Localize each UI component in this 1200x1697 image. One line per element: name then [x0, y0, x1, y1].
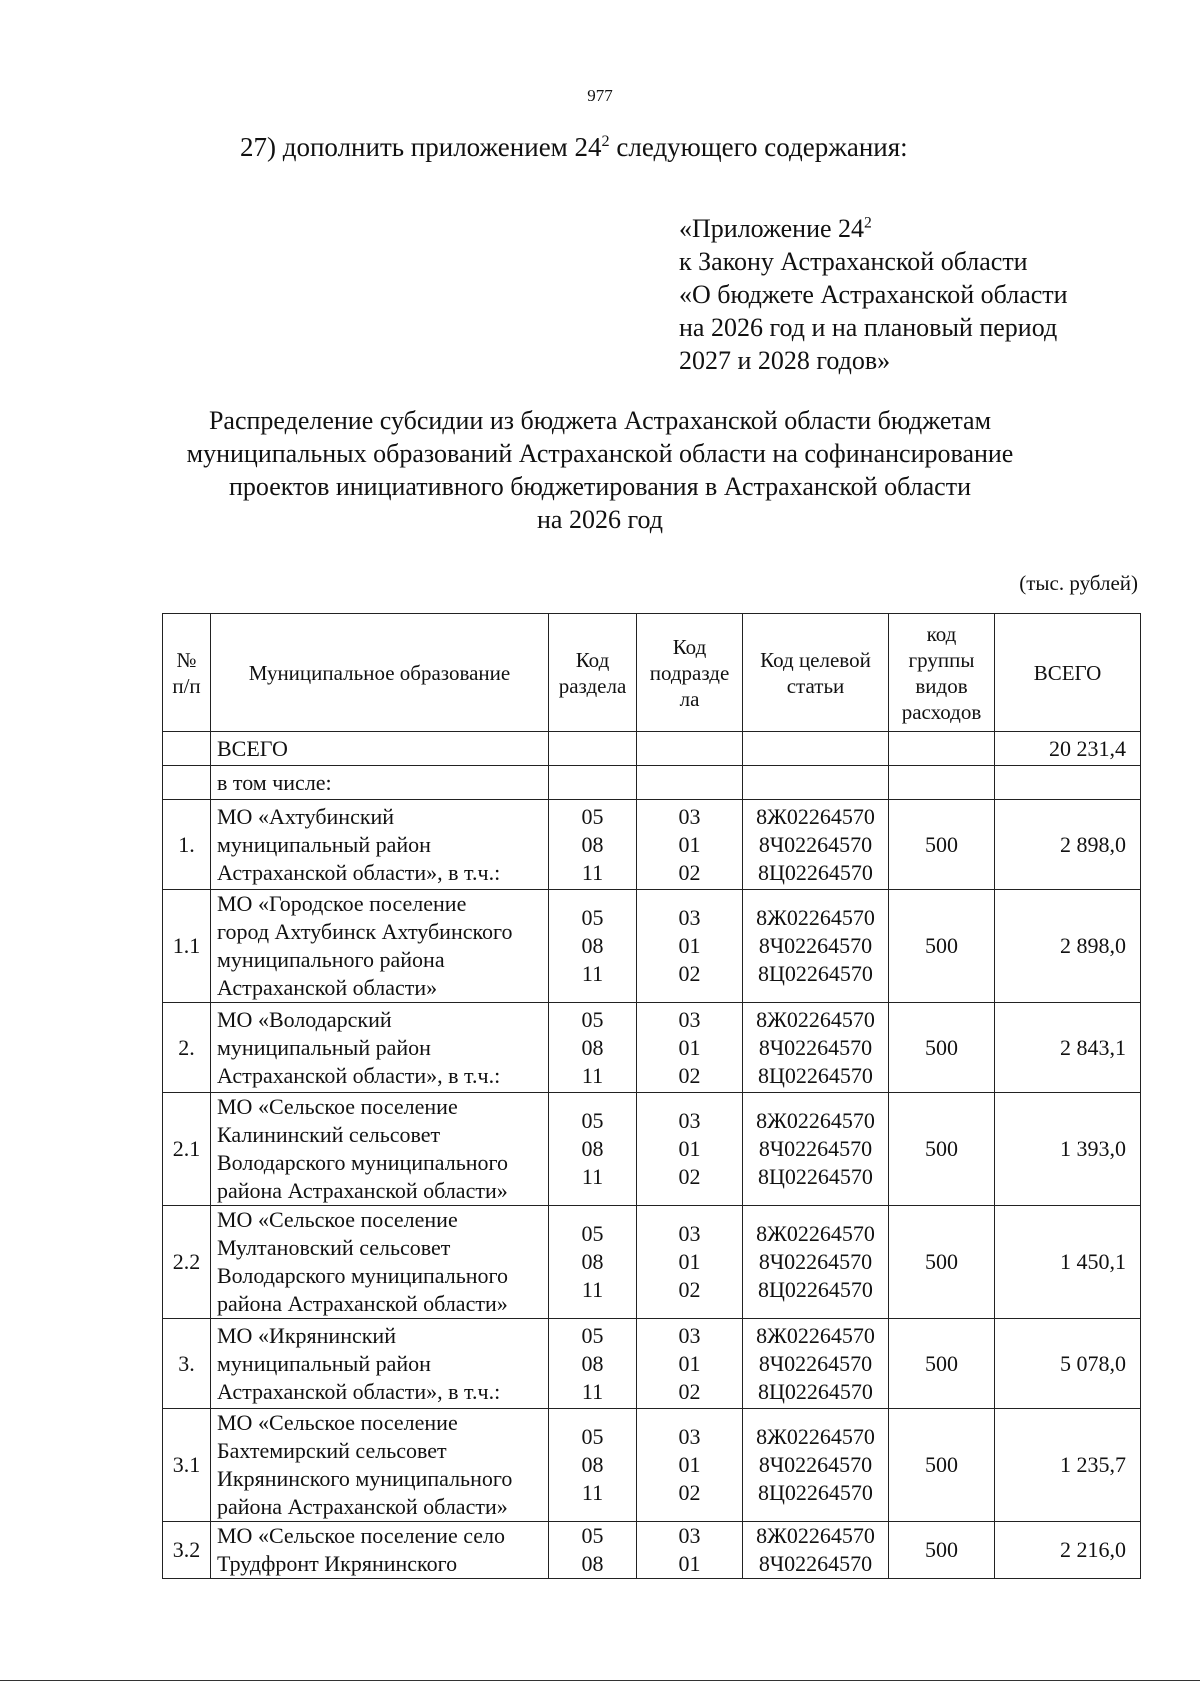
total-section-cell: [549, 732, 637, 766]
appendix-header: [679, 212, 1068, 377]
section-code: 05: [581, 1424, 604, 1449]
subsection-code: 01: [678, 1551, 701, 1576]
target-code: 8Ж02264570: [756, 1221, 875, 1246]
table-header-row: [163, 614, 1141, 732]
municipality-name-line: МО «Сельское поселение: [217, 1094, 458, 1119]
header-municipality: Муниципальное образование: [211, 614, 549, 732]
section-code: 08: [581, 1350, 604, 1376]
header-section-line: раздела: [558, 673, 627, 698]
header-total: ВСЕГО: [995, 614, 1141, 732]
section-code: 11: [581, 961, 604, 986]
total-label: ВСЕГО: [211, 732, 549, 766]
expense-group: 500: [889, 1206, 995, 1319]
municipality-name-line: Мултановский сельсовет: [217, 1235, 451, 1260]
target-codes: [743, 1206, 889, 1319]
header-expense-line: видов: [915, 673, 968, 698]
row-total: 2 216,0: [995, 1522, 1141, 1579]
target-code: 8Ц02264570: [758, 961, 873, 986]
row-total: 2 898,0: [995, 800, 1141, 890]
target-codes: [743, 1522, 889, 1579]
header-subsection-line: ла: [679, 686, 700, 711]
header-target-line: Код целевой: [760, 647, 871, 672]
subsection-code: 03: [678, 1221, 701, 1246]
instruction-tail: следующего содержания:: [609, 132, 908, 162]
instruction-superscript: 2: [601, 132, 610, 150]
section-codes: [549, 1003, 637, 1093]
including-target-cell: [743, 766, 889, 800]
municipality-name: [211, 1003, 549, 1093]
target-code: 8Ч02264570: [758, 1551, 873, 1576]
section-code: 11: [581, 1378, 604, 1404]
subsection-code: 01: [678, 1249, 701, 1274]
municipality-name: [211, 1522, 549, 1579]
expense-group: 500: [889, 1093, 995, 1206]
header-num: [163, 614, 211, 732]
subsection-code: 01: [678, 831, 701, 857]
municipality-name-line: МО «Сельское поселение село: [217, 1523, 505, 1548]
section-code: 08: [581, 831, 604, 857]
subsection-code: 02: [678, 961, 701, 986]
municipality-name-line: Володарского муниципального: [217, 1150, 509, 1175]
municipality-name: [211, 1093, 549, 1206]
municipality-name-line: город Ахтубинск Ахтубинского: [217, 919, 513, 944]
section-code: 11: [581, 1277, 604, 1302]
municipality-name-line: МО «Володарский: [217, 1006, 392, 1032]
target-code: 8Ч02264570: [758, 1249, 873, 1274]
target-codes: [743, 800, 889, 890]
appendix-superscript: 2: [864, 214, 872, 232]
table-row: [163, 1003, 1141, 1093]
instruction-text: 27) дополнить приложением 24: [240, 132, 602, 162]
target-code: 8Ц02264570: [758, 1378, 873, 1404]
subsection-codes: [637, 1319, 743, 1409]
row-total: 1 393,0: [995, 1093, 1141, 1206]
subsection-codes: [637, 1206, 743, 1319]
section-codes: [549, 1093, 637, 1206]
municipality-name: [211, 890, 549, 1003]
municipality-name-line: Володарского муниципального: [217, 1263, 509, 1288]
title-line-3: проектов инициативного бюджетирования в Астраханской области: [229, 472, 971, 501]
section-code: 08: [581, 1034, 604, 1060]
row-total: 1 235,7: [995, 1409, 1141, 1522]
including-subsection-cell: [637, 766, 743, 800]
target-codes: [743, 890, 889, 1003]
row-number: 3.1: [163, 1409, 211, 1522]
section-codes: [549, 890, 637, 1003]
target-codes: [743, 1319, 889, 1409]
document-title: [150, 404, 1050, 536]
table-row: [163, 800, 1141, 890]
subsection-code: 02: [678, 1164, 701, 1189]
appendix-line-5: 2027 и 2028 годов»: [679, 346, 891, 375]
subsection-codes: [637, 1093, 743, 1206]
section-code: 05: [581, 1108, 604, 1133]
section-codes: [549, 1409, 637, 1522]
section-code: 08: [581, 1551, 604, 1576]
total-target-cell: [743, 732, 889, 766]
section-code: 05: [581, 1006, 604, 1032]
municipality-name: [211, 1206, 549, 1319]
table-row: [163, 890, 1141, 1003]
target-code: 8Ж02264570: [756, 1006, 875, 1032]
section-codes: [549, 800, 637, 890]
municipality-name-line: района Астраханской области»: [217, 1178, 508, 1203]
subsection-code: 03: [678, 905, 701, 930]
units-label: (тыс. рублей): [1019, 571, 1138, 595]
subsection-code: 02: [678, 1480, 701, 1505]
subsection-code: 01: [678, 1034, 701, 1060]
municipality-name-line: МО «Сельское поселение: [217, 1207, 458, 1232]
municipality-name-line: Калининский сельсовет: [217, 1122, 441, 1147]
row-number: 1.: [163, 800, 211, 890]
section-code: 11: [581, 859, 604, 885]
subsection-code: 03: [678, 1108, 701, 1133]
municipality-name-line: района Астраханской области»: [217, 1494, 508, 1519]
target-code: 8Ц02264570: [758, 1164, 873, 1189]
subsection-code: 03: [678, 1523, 701, 1548]
municipality-name-line: МО «Ахтубинский: [217, 803, 395, 829]
municipality-name: [211, 1319, 549, 1409]
header-expense-line: расходов: [901, 699, 982, 724]
page-bottom-rule: [0, 1680, 1200, 1681]
page-number: 977: [587, 86, 613, 105]
municipality-name-line: Астраханской области», в т.ч.:: [217, 859, 501, 885]
target-code: 8Ч02264570: [758, 1136, 873, 1161]
title-line-4: на 2026 год: [537, 505, 663, 534]
municipality-name-line: муниципальный район: [217, 1034, 431, 1060]
row-total: 2 898,0: [995, 890, 1141, 1003]
section-code: 08: [581, 933, 604, 958]
target-code: 8Ц02264570: [758, 1480, 873, 1505]
expense-group: 500: [889, 1003, 995, 1093]
subsection-code: 02: [678, 859, 701, 885]
header-expense: [889, 614, 995, 732]
row-total: 5 078,0: [995, 1319, 1141, 1409]
municipality-name: [211, 800, 549, 890]
header-subsection: [637, 614, 743, 732]
appendix-title: «Приложение 24: [679, 214, 865, 243]
appendix-line-1: [679, 212, 1068, 245]
municipality-name-line: района Астраханской области»: [217, 1291, 508, 1316]
header-section-line: Код: [575, 647, 610, 672]
table-row: [163, 1319, 1141, 1409]
subsection-code: 01: [678, 933, 701, 958]
subsection-code: 02: [678, 1277, 701, 1302]
municipality-name-line: Астраханской области»: [217, 975, 438, 1000]
subsection-codes: [637, 890, 743, 1003]
appendix-line-4: на 2026 год и на плановый период: [679, 313, 1058, 342]
including-row: [163, 766, 1141, 800]
title-line-2: муниципальных образований Астраханской области на софинансирование: [186, 439, 1014, 468]
municipality-name-line: муниципальный район: [217, 831, 431, 857]
row-number: 2.: [163, 1003, 211, 1093]
target-code: 8Ц02264570: [758, 1062, 873, 1088]
expense-group: 500: [889, 1522, 995, 1579]
subsection-code: 03: [678, 1322, 701, 1348]
including-num-cell: [163, 766, 211, 800]
table-row: [163, 1206, 1141, 1319]
subsidy-table: [162, 613, 1141, 1579]
subsection-codes: [637, 1522, 743, 1579]
expense-group: 500: [889, 800, 995, 890]
header-target-line: статьи: [786, 673, 845, 698]
row-total: 1 450,1: [995, 1206, 1141, 1319]
total-value: 20 231,4: [995, 732, 1141, 766]
table-row: [163, 1409, 1141, 1522]
including-total-cell: [995, 766, 1141, 800]
section-code: 08: [581, 1249, 604, 1274]
section-code: 08: [581, 1452, 604, 1477]
target-code: 8Ж02264570: [756, 1108, 875, 1133]
subsection-code: 02: [678, 1062, 701, 1088]
municipality-name-line: Астраханской области», в т.ч.:: [217, 1378, 501, 1404]
including-label: в том числе:: [211, 766, 549, 800]
target-code: 8Ч02264570: [758, 1452, 873, 1477]
row-number: 2.2: [163, 1206, 211, 1319]
target-code: 8Ч02264570: [758, 1350, 873, 1376]
section-code: 05: [581, 1523, 604, 1548]
row-total: 2 843,1: [995, 1003, 1141, 1093]
subsection-codes: [637, 1409, 743, 1522]
municipality-name-line: Бахтемирский сельсовет: [217, 1438, 447, 1463]
subsection-code: 01: [678, 1350, 701, 1376]
subsection-codes: [637, 800, 743, 890]
target-code: 8Ж02264570: [756, 1424, 875, 1449]
target-codes: [743, 1003, 889, 1093]
section-code: 08: [581, 1136, 604, 1161]
target-code: 8Ж02264570: [756, 1322, 875, 1348]
row-number: 3.2: [163, 1522, 211, 1579]
section-code: 05: [581, 1221, 604, 1246]
including-expense-cell: [889, 766, 995, 800]
target-code: 8Ц02264570: [758, 859, 873, 885]
subsection-code: 01: [678, 1452, 701, 1477]
target-code: 8Ж02264570: [756, 905, 875, 930]
subsection-code: 03: [678, 1006, 701, 1032]
target-code: 8Ч02264570: [758, 831, 873, 857]
amendment-instruction: [240, 132, 908, 163]
municipality-name-line: Трудфронт Икрянинского: [217, 1551, 458, 1576]
total-subsection-cell: [637, 732, 743, 766]
section-code: 05: [581, 905, 604, 930]
municipality-name-line: муниципального района: [217, 947, 445, 972]
header-num-line: №: [176, 647, 197, 672]
municipality-name-line: МО «Городское поселение: [217, 891, 467, 916]
row-number: 1.1: [163, 890, 211, 1003]
expense-group: 500: [889, 1409, 995, 1522]
section-code: 11: [581, 1480, 604, 1505]
municipality-name-line: МО «Сельское поселение: [217, 1410, 458, 1435]
row-number: 3.: [163, 1319, 211, 1409]
title-line-1: Распределение субсидии из бюджета Астраханской области бюджетам: [208, 406, 992, 435]
target-code: 8Ч02264570: [758, 1034, 873, 1060]
table-row: [163, 1522, 1141, 1579]
total-num-cell: [163, 732, 211, 766]
municipality-name-line: Астраханской области», в т.ч.:: [217, 1062, 501, 1088]
target-code: 8Ц02264570: [758, 1277, 873, 1302]
section-codes: [549, 1319, 637, 1409]
subsection-code: 03: [678, 1424, 701, 1449]
header-num-line: п/п: [172, 673, 201, 698]
target-code: 8Ч02264570: [758, 933, 873, 958]
subsection-code: 03: [678, 803, 701, 829]
total-expense-cell: [889, 732, 995, 766]
header-section: [549, 614, 637, 732]
appendix-line-2: к Закону Астраханской области: [679, 247, 1028, 276]
table-row: [163, 1093, 1141, 1206]
header-subsection-line: подразде: [649, 660, 730, 685]
section-code: 05: [581, 803, 604, 829]
header-subsection-line: Код: [672, 634, 707, 659]
target-codes: [743, 1093, 889, 1206]
appendix-line-3: «О бюджете Астраханской области: [679, 280, 1068, 309]
target-codes: [743, 1409, 889, 1522]
total-row: [163, 732, 1141, 766]
target-code: 8Ж02264570: [756, 1523, 875, 1548]
section-codes: [549, 1206, 637, 1319]
expense-group: 500: [889, 1319, 995, 1409]
section-code: 11: [581, 1164, 604, 1189]
header-expense-line: код: [926, 621, 957, 646]
municipality-name: [211, 1409, 549, 1522]
target-code: 8Ж02264570: [756, 803, 875, 829]
header-target: [743, 614, 889, 732]
municipality-name-line: Икрянинского муниципального: [217, 1466, 513, 1491]
section-code: 11: [581, 1062, 604, 1088]
municipality-name-line: муниципальный район: [217, 1350, 431, 1376]
subsection-code: 01: [678, 1136, 701, 1161]
section-code: 05: [581, 1322, 604, 1348]
municipality-name-line: МО «Икрянинский: [217, 1322, 396, 1348]
including-section-cell: [549, 766, 637, 800]
header-expense-line: группы: [908, 647, 975, 672]
section-codes: [549, 1522, 637, 1579]
row-number: 2.1: [163, 1093, 211, 1206]
subsection-code: 02: [678, 1378, 701, 1404]
expense-group: 500: [889, 890, 995, 1003]
subsection-codes: [637, 1003, 743, 1093]
